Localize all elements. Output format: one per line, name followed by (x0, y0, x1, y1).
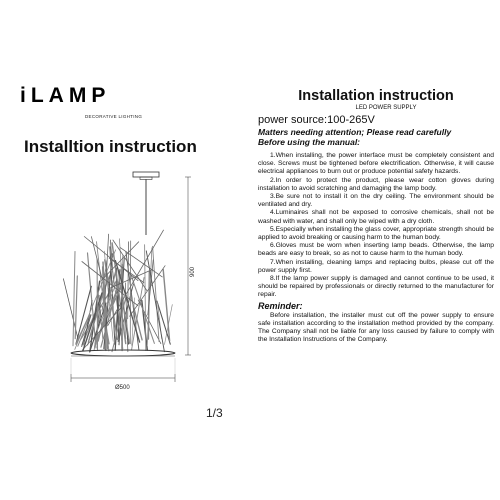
chandelier-sticks (63, 230, 172, 352)
reminder-text: Before installation, the installer must cut off the power supply to ensure safe installation according to the installation method provided by the company. The Company shall not be liable for any loss caused by failure to comply with the Installation Instructions of the Company. (258, 311, 494, 344)
chandelier-stick (120, 248, 162, 277)
brand-logo (20, 84, 143, 130)
base-ring (71, 350, 175, 356)
height-dimension-label: 900 (190, 266, 196, 277)
main-title: Installation instruction (298, 88, 454, 104)
instruction-item: 8.If the lamp power supply is damaged and cannot continue to be used, it should be repaired by professionals or directly returned to the manufacturer for repair. (258, 275, 494, 299)
instruction-item: 1.When installing, the power interface must be completely consistent and close. Screws must be tightened before electrification. Otherwise, it will cause electrical appliances to burn out or produce potential safety hazards. (258, 152, 494, 176)
instruction-item: 2.In order to protect the product, please wear cotton gloves during installation to avoid scratching and damaging the lamp body. (258, 176, 494, 192)
power-value: 100-265V (327, 114, 375, 126)
left-title: Installtion instruction (24, 137, 197, 156)
instruction-item: 5.Especially when installing the glass cover, appropriate strength should be applied to avoid breaking or causing harm to the human body. (258, 225, 494, 242)
warning-line-1: Matters needing attention; Please read carefully (258, 127, 452, 137)
logo-wordmark: iLAMP (20, 84, 111, 107)
right-panel (258, 88, 494, 344)
power-source (258, 114, 494, 127)
diameter-dimension-label: Ø500 (115, 385, 130, 391)
reminder-title: Reminder: (258, 300, 303, 311)
ceiling-canopy (133, 172, 159, 177)
instruction-item: 3.Be sure not to install it on the dry ceiling. The environment should be ventilated and dry. (258, 193, 494, 209)
page-number: 1/3 (206, 406, 223, 420)
power-label: power source: (258, 114, 328, 126)
warning-line-2: Before using the manual: (258, 137, 361, 147)
left-panel (0, 0, 240, 500)
instruction-item: 4.Luminaires shall not be exposed to corrosive chemicals, shall not be washed with water, and shall only be wiped with a dry cloth. (258, 209, 494, 225)
instruction-item: 6.Gloves must be worn when inserting lamp beads. Otherwise, the lamp beads are easy to break, so as not to cause harm to the human body. (258, 242, 494, 258)
logo-tagline: DECORATIVE LIGHTING (85, 114, 143, 119)
instruction-list (258, 152, 494, 300)
instruction-item: 7.When installing, cleaning lamps and replacing bulbs, please cut off the power supply first. (258, 258, 494, 274)
subtitle: LED POWER SUPPLY (355, 105, 417, 111)
chandelier-stick (73, 252, 75, 346)
chandelier-drawing (0, 160, 240, 410)
chandelier-stick (75, 276, 77, 339)
